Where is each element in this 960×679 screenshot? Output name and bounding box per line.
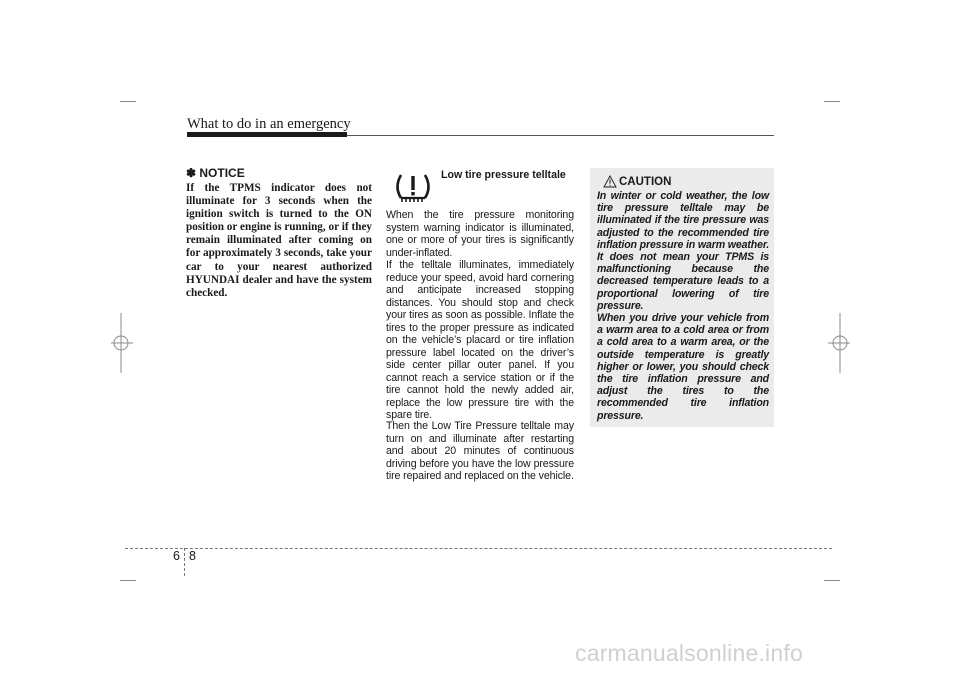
telltale-heading: Low tire pressure telltale [441, 169, 566, 181]
telltale-paragraph: If the telltale illuminates, immediately reduce your speed, avoid hard cornering and anticipate increased stopping distances. You should stop and check your tires as soon as possible. Inflate the tires to the proper pressure as indicated on the vehicle’s placard or tire inflation pressure label located on the driver’s side center pillar outer panel. If you cannot reach a service station or if the tire cannot hold the newly added air, replace the low pressure tire with the spare tire. [386, 259, 574, 421]
tire-pressure-warning-icon [388, 168, 438, 208]
warning-triangle-icon [603, 175, 617, 188]
page-number: 8 [189, 549, 196, 563]
caution-paragraph: In winter or cold weather, the low tire pressure telltale may be illuminated if the tire pressure was adjusted to the recommended tire inflation pressure in warm weather. It does not mean your TPMS is malfunctioning because the decreased temperature leads to a proportional lowering of tire pressure. [597, 190, 769, 312]
chapter-number: 6 [173, 549, 180, 563]
crop-mark [824, 101, 840, 102]
section-title: What to do in an emergency [187, 116, 351, 132]
footer-divider [184, 548, 185, 576]
crop-mark [824, 580, 840, 581]
registration-mark-right [828, 313, 850, 373]
caution-paragraph: When you drive your vehicle from a warm area to a cold area or from a cold area to a warm area, or the outside temperature is greatly higher or lower, you should check the tire inflation pressure and adjust the tires to the recommended tire inflation pressure. [597, 312, 769, 422]
watermark: carmanualsonline.info [575, 640, 803, 666]
telltale-paragraph: When the tire pressure monitoring system warning indicator is illuminated, one or more of your tires is significantly under-inflated. [386, 209, 574, 259]
caution-heading: CAUTION [619, 176, 672, 188]
notice-body: If the TPMS indicator does not illuminate for 3 seconds when the ignition switch is turned to the ON position or engine is running, or if they remain illuminated after coming on for approximately 3 seconds, take your car to your nearest authorized HYUNDAI dealer and have the system checked. [186, 182, 372, 299]
crop-mark [120, 580, 136, 581]
header-bar [187, 132, 347, 137]
footer-rule [125, 548, 832, 549]
tpms-icon-frame [388, 168, 438, 208]
notice-heading: ✽ NOTICE [186, 166, 245, 180]
telltale-paragraph: Then the Low Tire Pressure telltale may turn on and illuminate after restarting and about 20 minutes of continuous driving before you have the low pressure tire repaired and replaced on the vehicle. [386, 420, 574, 482]
registration-mark-left [111, 313, 133, 373]
header-rule [347, 135, 774, 136]
crop-mark [120, 101, 136, 102]
